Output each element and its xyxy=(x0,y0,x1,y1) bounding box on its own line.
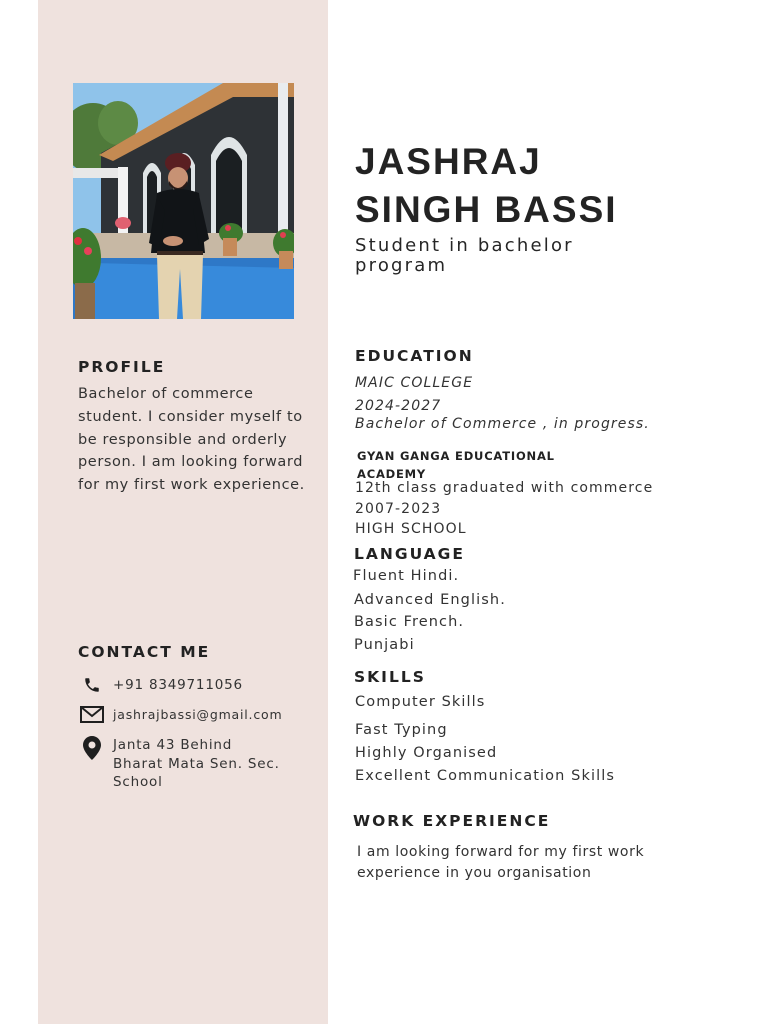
skill-item: Highly Organised xyxy=(355,745,498,761)
name-line-2: SINGH BASSI xyxy=(355,189,618,230)
work-text-line-1: I am looking forward for my first work xyxy=(357,844,645,860)
person-name xyxy=(355,138,618,234)
name-line-1: JASHRAJ xyxy=(355,141,542,182)
map-pin-icon xyxy=(79,736,105,760)
profile-photo xyxy=(73,83,294,319)
contact-heading: CONTACT ME xyxy=(78,643,211,661)
phone-number: +91 8349711056 xyxy=(113,677,243,693)
school-name xyxy=(357,447,555,483)
skill-item: Excellent Communication Skills xyxy=(355,768,615,784)
email-address: jashrajbassi@gmail.com xyxy=(113,707,283,722)
language-item: Punjabi xyxy=(354,637,415,653)
college-name: MAIC COLLEGE xyxy=(355,375,474,391)
school-level: HIGH SCHOOL xyxy=(355,521,467,537)
address-line-3: School xyxy=(113,774,163,790)
language-heading: LANGUAGE xyxy=(354,545,465,563)
language-item: Fluent Hindi. xyxy=(353,568,460,584)
skills-heading: SKILLS xyxy=(354,668,426,686)
skill-item: Fast Typing xyxy=(355,722,448,738)
school-detail: 12th class graduated with commerce xyxy=(355,480,654,496)
contact-phone xyxy=(79,676,319,695)
phone-icon xyxy=(79,676,105,694)
skill-item: Computer Skills xyxy=(355,694,486,710)
profile-heading: PROFILE xyxy=(78,358,166,376)
address-line-1: Janta 43 Behind xyxy=(113,737,233,753)
work-heading: WORK EXPERIENCE xyxy=(353,812,551,830)
language-item: Basic French. xyxy=(354,614,465,630)
profile-text: Bachelor of commerce student. I consider myself to be responsible and orderly person. I am looking forward for my first work experience. xyxy=(78,386,305,494)
job-subtitle: Student in bachelor program xyxy=(355,235,574,276)
college-degree: Bachelor of Commerce , in progress. xyxy=(355,416,650,432)
school-name-line-1: GYAN GANGA EDUCATIONAL xyxy=(357,449,555,463)
address-line-2: Bharat Mata Sen. Sec. xyxy=(113,755,280,772)
address xyxy=(113,736,280,792)
contact-email xyxy=(79,706,319,725)
education-heading: EDUCATION xyxy=(355,347,474,365)
college-years: 2024-2027 xyxy=(355,398,442,414)
contact-address xyxy=(79,736,319,792)
language-item: Advanced English. xyxy=(354,592,506,608)
school-name-line-2: ACADEMY xyxy=(357,467,427,481)
envelope-icon xyxy=(79,706,105,723)
work-text-line-2: experience in you organisation xyxy=(357,865,592,881)
school-years: 2007-2023 xyxy=(355,501,442,517)
